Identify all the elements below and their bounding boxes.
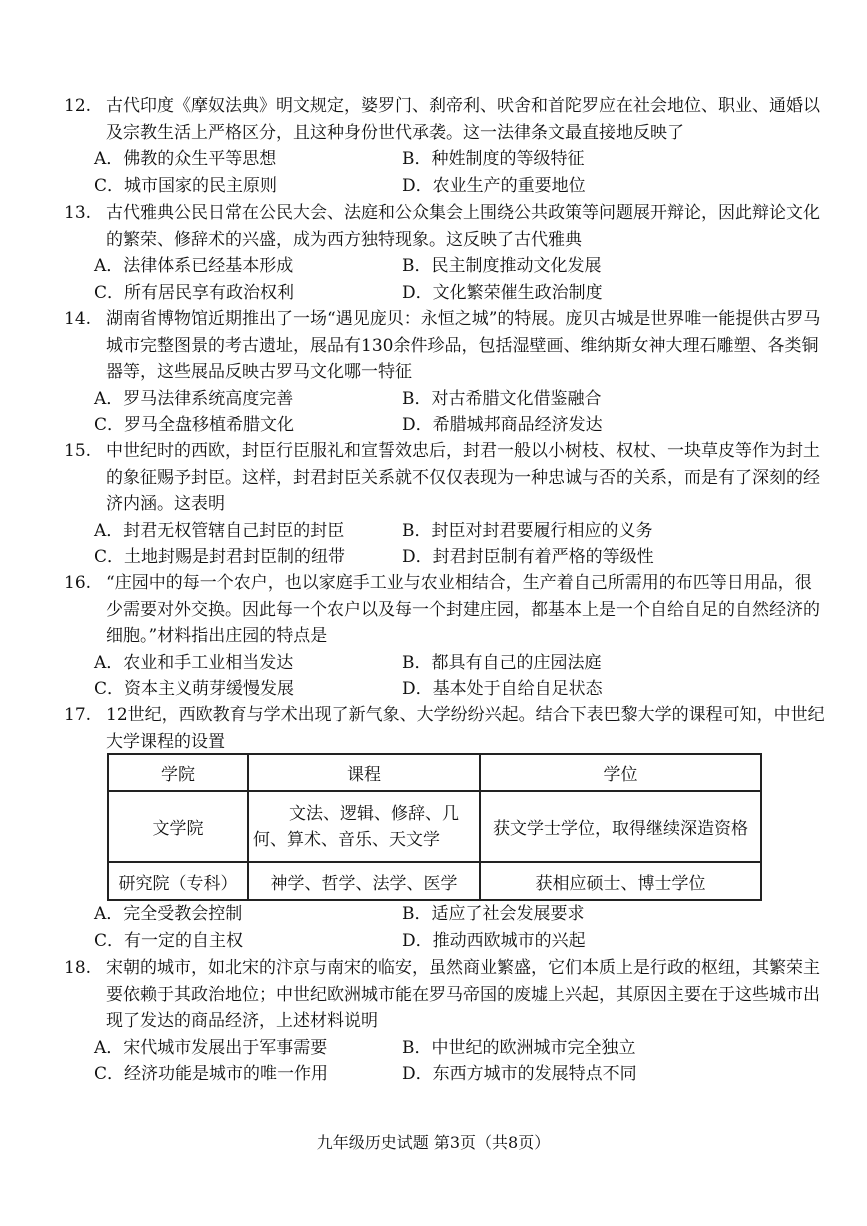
option-a: A．宋代城市发展出于军事需要 [94,1037,328,1058]
question-number: 13. [64,203,92,223]
option-c: C．经济功能是城市的唯一作用 [94,1064,329,1085]
option-d: D．希腊城邦商品经济发达 [402,415,603,436]
page-footer: 九年级历史试题 第3页（共8页） [316,1133,551,1152]
question-number: 16. [64,573,92,593]
option-c: C．资本主义萌芽缓慢发展 [94,679,295,700]
option-b: B．种姓制度的等级特征 [402,149,585,170]
option-b: B．封臣对封君要履行相应的义务 [402,520,653,541]
question-number: 17. [64,705,92,725]
question-number: 12. [64,96,92,116]
option-c: C．所有居民享有政治权利 [94,282,295,303]
question-13 [64,200,827,306]
option-d: D．推动西欧城市的兴起 [402,930,586,951]
table-cell: 研究院（专科） [108,862,248,900]
question-number: 15. [64,441,92,461]
option-d: D．农业生产的重要地位 [402,175,586,196]
question-15 [64,438,827,571]
option-d: D．封君封臣制有着严格的等级性 [402,547,654,568]
question-14 [64,306,827,439]
option-a: A．佛教的众生平等思想 [94,149,277,170]
table-cell: 文学院 [108,791,248,862]
option-a: A．罗马法律系统高度完善 [94,388,294,409]
question-12 [64,93,827,199]
option-d: D．东西方城市的发展特点不同 [402,1064,637,1085]
course-table [107,753,762,901]
question-stem: 古代印度《摩奴法典》明文规定，婆罗门、刹帝利、吠舍和首陀罗应在社会地位、职业、通婚以及宗教生活上严格区分，且这种身份世代承袭。这一法律条文最直接地反映了 [106,96,820,143]
question-number: 14. [64,309,92,329]
question-stem: 古代雅典公民日常在公民大会、法庭和公众集会上围绕公共政策等问题展开辩论，因此辩论文化的繁荣、修辞术的兴盛，成为西方独特现象。这反映了古代雅典 [106,203,820,250]
table-header-cell: 学位 [480,754,761,791]
table-cell: 神学、哲学、法学、医学 [248,862,480,900]
question-stem: 宋朝的城市，如北宋的汴京与南宋的临安，虽然商业繁盛，它们本质上是行政的枢纽，其繁荣主要依赖于其政治地位；中世纪欧洲城市能在罗马帝国的废墟上兴起，其原因主要在于这些城市出现了发达的商品经济，上述材料说明 [106,958,820,1032]
table-header-cell: 课程 [248,754,480,791]
table-row [108,862,761,900]
question-16 [64,570,827,703]
question-stem: “庄园中的每一个农户，也以家庭手工业与农业相结合，生产着自己所需用的布匹等日用品，很少需要对外交换。因此每一个农户以及每一个封建庄园，都基本上是一个自给自足的自然经济的细胞。”材料指出庄园的特点是 [106,573,820,647]
table-cell: 文法、逻辑、修辞、几何、算术、音乐、天文学 [248,791,480,862]
table-header-row [108,754,761,791]
question-stem: 中世纪时的西欧，封臣行臣服礼和宣誓效忠后，封君一般以小树枝、权杖、一块草皮等作为封土的象征赐予封臣。这样，封君封臣关系就不仅仅表现为一种忠诚与否的关系，而是有了深刻的经济内涵。这表明 [106,441,820,515]
table-row [108,791,761,862]
question-17-options [64,901,827,954]
table-cell: 获相应硕士、博士学位 [480,862,761,900]
question-number: 18. [64,958,92,978]
option-b: B．都具有自己的庄园法庭 [402,652,602,673]
question-17 [64,702,827,755]
option-b: B．民主制度推动文化发展 [402,256,602,277]
option-a: A．法律体系已经基本形成 [94,256,294,277]
option-d: D．文化繁荣催生政治制度 [402,282,603,303]
option-c: C．城市国家的民主原则 [94,175,278,196]
option-d: D．基本处于自给自足状态 [402,679,603,700]
table-header-cell: 学院 [108,754,248,791]
option-c: C．有一定的自主权 [94,930,244,951]
option-a: A．农业和手工业相当发达 [94,652,294,673]
option-b: B．对古希腊文化借鉴融合 [402,388,602,409]
option-a: A．封君无权管辖自己封臣的封臣 [94,520,345,541]
table-cell: 获文学士学位，取得继续深造资格 [480,791,761,862]
question-stem: 湖南省博物馆近期推出了一场“遇见庞贝：永恒之城”的特展。庞贝古城是世界唯一能提供古罗马城市完整图景的考古遗址，展品有130余件珍品，包括湿壁画、维纳斯女神大理石雕塑、各类铜器等，这些展品反映古罗马文化哪一特征 [106,309,821,383]
option-b: B．适应了社会发展要求 [402,904,585,924]
option-a: A．完全受教会控制 [94,904,243,924]
option-b: B．中世纪的欧洲城市完全独立 [402,1037,636,1058]
option-c: C．罗马全盘移植希腊文化 [94,415,295,436]
question-18 [64,955,827,1088]
question-stem: 12世纪，西欧教育与学术出现了新气象、大学纷纷兴起。结合下表巴黎大学的课程可知，中世纪大学课程的设置 [106,705,825,752]
option-c: C．土地封赐是封君封臣制的纽带 [94,547,346,568]
